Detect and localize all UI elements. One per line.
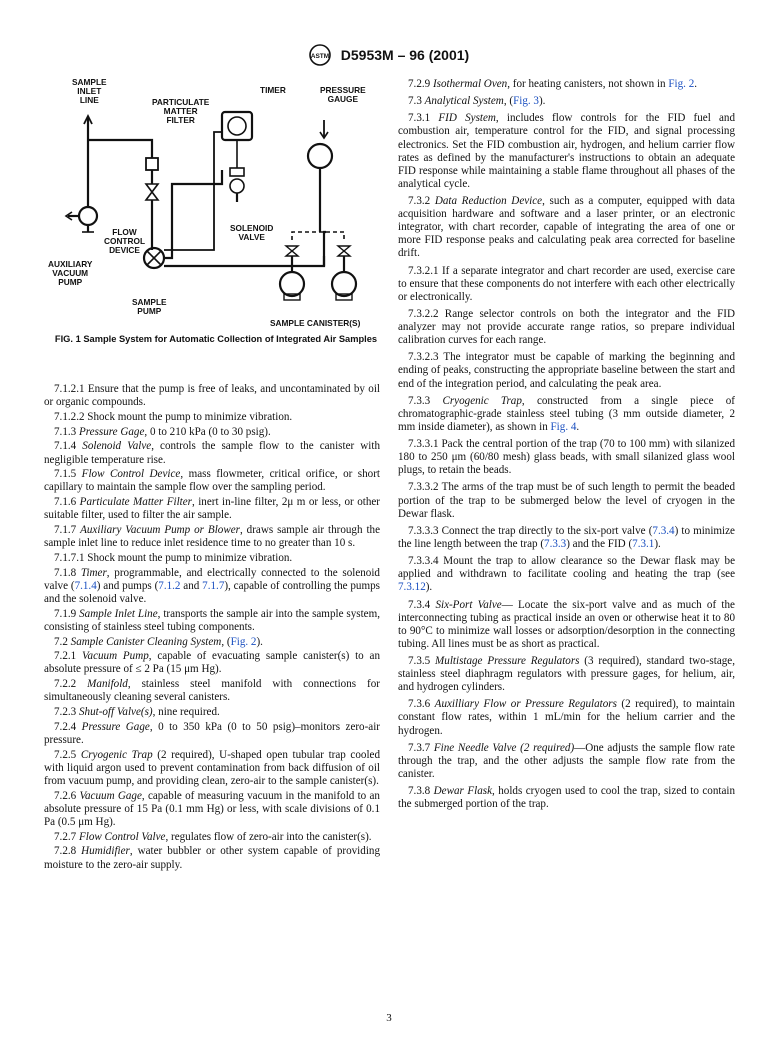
text-run: , transports the sample air into the sample system, consisting of stainless steel tubing components. <box>44 607 380 633</box>
paragraph <box>44 650 380 676</box>
text-run: , ( <box>221 635 231 648</box>
text-run: 7.3 <box>408 95 425 108</box>
logo-text: ASTM <box>310 53 329 60</box>
label-aux-vacuum-pump: AUXILIARY VACUUM PUMP <box>48 259 93 287</box>
paragraph <box>44 496 380 522</box>
text-run: , includes flow controls for the FID fuel and combustion air, temperature control for the FID, and signal processing electronics. Set the FID combustion air, hydrogen, and helium carrier flow rates as defined by the manufacturer's instructions to obtain an adequate FID response while maintaining a stable flame throughout all phases of the analytical cycle. <box>398 112 736 190</box>
text-run: , regulates flow of zero-air into the canister(s). <box>165 830 372 843</box>
paragraph <box>44 831 380 844</box>
label-particulate-filter: PARTICULATE MATTER FILTER <box>152 97 210 125</box>
text-run: 7.3.7 <box>408 741 434 754</box>
text-run: ). <box>538 95 546 108</box>
paragraph <box>398 698 735 737</box>
paragraph <box>398 265 735 304</box>
text-run: 7.2.4 <box>54 720 82 733</box>
paragraph <box>398 438 735 477</box>
text-run: 7.2.8 <box>54 845 82 858</box>
italic-term: Pressure Gage <box>78 425 145 438</box>
paragraph <box>398 308 735 347</box>
paragraph <box>398 599 735 651</box>
text-run: 7.2.5 <box>54 748 81 761</box>
page-number: 3 <box>386 1012 392 1024</box>
text-run: , capable of evacuating sample canister(s) to an absolute pressure of ≤ 2 Pa (15 μm Hg). <box>44 650 380 676</box>
label-solenoid-valve: SOLENOID VALVE <box>230 223 274 242</box>
left-column-text <box>44 383 380 872</box>
paragraph <box>398 525 735 551</box>
figure-1 <box>44 72 388 352</box>
text-run: , draws sample air through the sample inlet line to reduce inlet residence time to no greater than 10 s. <box>44 524 380 550</box>
paragraph <box>398 78 735 91</box>
paragraph <box>44 426 380 439</box>
paragraph <box>44 567 380 606</box>
label-sample-pump: SAMPLE PUMP <box>132 297 167 316</box>
text-run: 7.3.2.1 If a separate integrator and chart recorder are used, exercise care to ensure that these components do not interfere with each other electrically or electronically. <box>398 264 735 303</box>
paragraph <box>44 608 380 634</box>
italic-term: Cryogenic Trap <box>442 394 522 407</box>
italic-term: Data Reduction Device <box>434 195 543 208</box>
label-pressure-gauge: PRESSURE GAUGE <box>320 85 366 104</box>
cross-reference-link[interactable]: 7.3.4 <box>652 524 675 537</box>
text-run: . <box>576 420 580 433</box>
text-run: 7.3.8 <box>408 785 434 798</box>
text-run: 7.3.3 <box>408 394 443 407</box>
label-sample-canisters: SAMPLE CANISTER(S) <box>270 318 361 328</box>
text-run: 7.3.5 <box>408 654 436 667</box>
text-run: ) and pumps ( <box>96 579 159 592</box>
figure-caption: FIG. 1 Sample System for Automatic Collection of Integrated Air Samples <box>54 334 378 344</box>
paragraph <box>398 351 735 390</box>
paragraph <box>398 395 735 434</box>
text-run: 7.1.7.1 Shock mount the pump to minimize vibration. <box>54 551 293 564</box>
text-run: 7.3.3.1 Pack the central portion of the trap (70 to 100 mm) with silanized 180 to 250 μm (60/80 mesh) glass beads, with small silanized glass wool plugs, to retain the beads. <box>398 438 735 477</box>
italic-term: Flow Control Device <box>81 468 181 481</box>
italic-term: Cryogenic Trap <box>80 748 153 761</box>
italic-term: Fine Needle Valve (2 required) <box>433 741 575 754</box>
text-run: 7.3.4 <box>408 598 436 611</box>
text-run: 7.3.2.2 Range selector controls on both the integrator and the FID analyzer may not provide accurate range ratios, so prepare individual calibration curves for each range. <box>398 307 735 347</box>
italic-term: Sample Inlet Line <box>79 607 158 620</box>
astm-logo-icon <box>309 44 331 66</box>
page-header <box>0 44 778 66</box>
text-run: , 0 to 350 kPa (0 to 50 psig)–monitors zero-air pressure. <box>44 720 380 746</box>
paragraph <box>44 411 380 424</box>
text-run: 7.2.2 <box>54 678 88 691</box>
text-run: , inert in-line filter, 2μ m or less, or other suitable filter, used to filter the air sample. <box>44 496 380 522</box>
italic-term: Timer <box>80 566 107 579</box>
text-run: and <box>180 579 203 592</box>
text-run: 7.1.3 <box>54 425 79 438</box>
paragraph <box>398 481 735 520</box>
italic-term: Particulate Matter Filter <box>79 496 192 509</box>
text-run: , programmable, and electrically connected to the solenoid valve ( <box>44 566 380 592</box>
italic-term: Sample Canister Cleaning System <box>70 635 222 648</box>
text-run: 7.3.2 <box>408 195 435 208</box>
italic-term: Isothermal Oven <box>432 78 508 90</box>
text-run: , nine required. <box>152 706 220 719</box>
text-run: 7.2.3 <box>54 706 79 719</box>
italic-term: Humidifier <box>81 845 130 858</box>
italic-term: Shut-off Valve(s) <box>78 706 153 719</box>
paragraph <box>44 790 380 829</box>
paragraph <box>44 706 380 719</box>
text-run: 7.1.8 <box>54 566 81 579</box>
italic-term: Solenoid Valve <box>82 440 152 453</box>
italic-term: Multistage Pressure Regulators <box>435 654 580 667</box>
text-run: 7.2 <box>54 635 71 648</box>
paragraph <box>44 749 380 788</box>
text-run: (3 required), standard two-stage, stainless steel diaphragm regulators with pressure gages, for helium, air, and hydrogen cylinders. <box>398 654 735 694</box>
text-run: ). <box>425 581 433 594</box>
italic-term: Pressure Gage <box>81 720 150 733</box>
text-run: , water bubbler or other system capable of providing moisture to the zero-air supply. <box>44 845 380 871</box>
text-run: 7.1.9 <box>54 607 80 620</box>
italic-term: Vacuum Gage <box>79 789 142 802</box>
text-run: (2 required), U-shaped open tubular trap cooled with liquid argon used to prevent contamination from back diffusion of oil from vacuum pump, and providing clean, zero-air to the sample canister(s). <box>44 748 381 787</box>
text-run: 7.3.6 <box>408 698 435 711</box>
paragraph <box>398 112 735 191</box>
cross-reference-link[interactable]: Fig. 2 <box>668 78 695 90</box>
text-run: 7.1.2.2 Shock mount the pump to minimize vibration. <box>54 410 293 423</box>
text-run: (2 required), to maintain constant flow rates, within 1 mL/min for the helium carrier and the hydrogen. <box>398 698 735 737</box>
cross-reference-link[interactable]: 7.3.1 <box>632 537 655 550</box>
italic-term: FID System <box>438 112 496 125</box>
text-run: , stainless steel manifold with connections for simultaneously cleaning several canisters. <box>44 678 380 704</box>
italic-term: Dewar Flask <box>433 785 492 798</box>
paragraph <box>44 440 380 466</box>
cross-reference-link[interactable]: 7.3.12 <box>398 581 426 594</box>
text-run: , capable of measuring vacuum in the manifold to an absolute pressure of 15 Pa (0.1 mm Hg) or less, with scale divisions of 0.1 Pa (0.5 μm Hg). <box>44 789 380 828</box>
text-run: —One adjusts the sample flow rate through the trap, and the other adjusts the sample flow rate from the canister. <box>398 741 735 780</box>
italic-term: Analytical System <box>424 95 504 108</box>
text-run: 7.1.2.1 Ensure that the pump is free of leaks, and uncontaminated by oil or organic compounds. <box>44 383 380 409</box>
cross-reference-link[interactable]: Fig. 4 <box>550 420 577 433</box>
text-run: , controls the sample flow to the canister with negligible temperature rise. <box>44 440 380 466</box>
paragraph <box>44 636 380 649</box>
label-sample-inlet-line: SAMPLE INLET LINE <box>72 77 107 105</box>
text-run: ) to minimize the line length between the trap ( <box>398 524 735 550</box>
label-flow-control-device: FLOW CONTROL DEVICE <box>104 227 146 255</box>
text-run: 7.3.3.4 Mount the trap to allow clearance so the Dewar flask may be applied and withdrawn to facilitate cooling and heating the trap (see <box>398 555 735 581</box>
text-run: 7.3.3.3 Connect the trap directly to the six-port valve ( <box>408 524 653 537</box>
italic-term: Auxiliary Vacuum Pump or Blower <box>80 524 240 537</box>
text-run: 7.2.1 <box>54 650 82 663</box>
italic-term: Flow Control Valve <box>78 830 166 843</box>
paragraph <box>44 524 380 550</box>
text-run: , ( <box>503 95 514 108</box>
text-run: 7.1.7 <box>54 524 81 537</box>
cross-reference-link[interactable]: 7.1.7 <box>202 579 225 592</box>
text-run: ), capable of controlling the pumps and the solenoid valve. <box>44 579 380 605</box>
paragraph <box>44 721 380 747</box>
paragraph <box>398 195 735 260</box>
paragraph <box>44 383 380 409</box>
text-run: , 0 to 210 kPa (0 to 30 psig). <box>144 425 271 438</box>
italic-term: Auxilliary Flow or Pressure Regulators <box>434 698 617 711</box>
paragraph <box>398 742 735 781</box>
text-run: ). <box>654 537 661 550</box>
text-run: 7.1.4 <box>54 440 83 453</box>
text-run: 7.2.9 <box>408 78 433 90</box>
text-run: 7.2.7 <box>54 830 79 843</box>
text-run: ) and the FID ( <box>566 537 633 550</box>
paragraph <box>44 678 380 704</box>
cross-reference-link[interactable]: Fig. 2 <box>230 635 257 648</box>
text-run: — Locate the six-port valve and as much of the interconnecting tubing as practical inside an oven or otherwise heat it to 80 to 90°C to minimize wall losses or adsorption/desorption in the connecting tubing. All lines must be as short as practical. <box>398 598 735 650</box>
text-run: 7.1.6 <box>54 496 80 509</box>
paragraph <box>44 552 380 565</box>
cross-reference-link[interactable]: Fig. 3 <box>513 95 539 108</box>
text-run: , for heating canisters, not shown in <box>507 78 669 90</box>
text-run: , mass flowmeter, critical orifice, or short capillary to maintain the sample flow over the sampling period. <box>44 468 380 494</box>
text-run: ). <box>256 635 263 648</box>
italic-term: Manifold <box>87 678 128 691</box>
text-run: , holds cryogen used to cool the trap, sized to contain the submerged portion of the trap. <box>398 785 735 811</box>
text-run: , such as a computer, equipped with data acquisition hardware and software and a laser printer, or an electronic integrator, with chart recorder, capable of integrating the area of one or more FID response peaks and calculating peak area corrected for baseline drift. <box>398 195 735 260</box>
paragraph <box>44 845 380 871</box>
paragraph <box>398 655 735 694</box>
paragraph <box>398 555 735 594</box>
text-run: 7.3.3.2 The arms of the trap must be of such length to permit the beaded portion of the trap to be submerged below the level of cryogen in the Dewar flask. <box>398 481 735 520</box>
text-run: , constructed from a single piece of chromatographic-grade stainless steel tubing (3 mm outside diameter, 2 mm inside diameter), as shown in <box>398 394 736 433</box>
text-run: 7.3.2.3 The integrator must be capable of marking the beginning and ending of peaks, constructing the appropriate baseline between the start and end of the integration period, and calculating the peak area. <box>398 351 735 390</box>
cross-reference-link[interactable]: 7.3.3 <box>544 537 567 550</box>
paragraph <box>44 468 380 494</box>
paragraph <box>398 95 735 108</box>
text-run: 7.2.6 <box>54 789 80 802</box>
paragraph <box>398 785 735 811</box>
sampling-system-diagram <box>44 72 388 332</box>
text-run: . <box>694 78 698 90</box>
cross-reference-link[interactable]: 7.1.4 <box>74 579 97 592</box>
text-run: 7.3.1 <box>408 112 439 125</box>
italic-term: Vacuum Pump <box>81 650 149 663</box>
document-designation: D5953M – 96 (2001) <box>340 47 470 63</box>
label-timer: TIMER <box>260 85 286 95</box>
text-run: 7.1.5 <box>54 468 82 481</box>
italic-term: Six-Port Valve <box>435 598 502 611</box>
right-column-text <box>398 78 735 811</box>
cross-reference-link[interactable]: 7.1.2 <box>158 579 181 592</box>
